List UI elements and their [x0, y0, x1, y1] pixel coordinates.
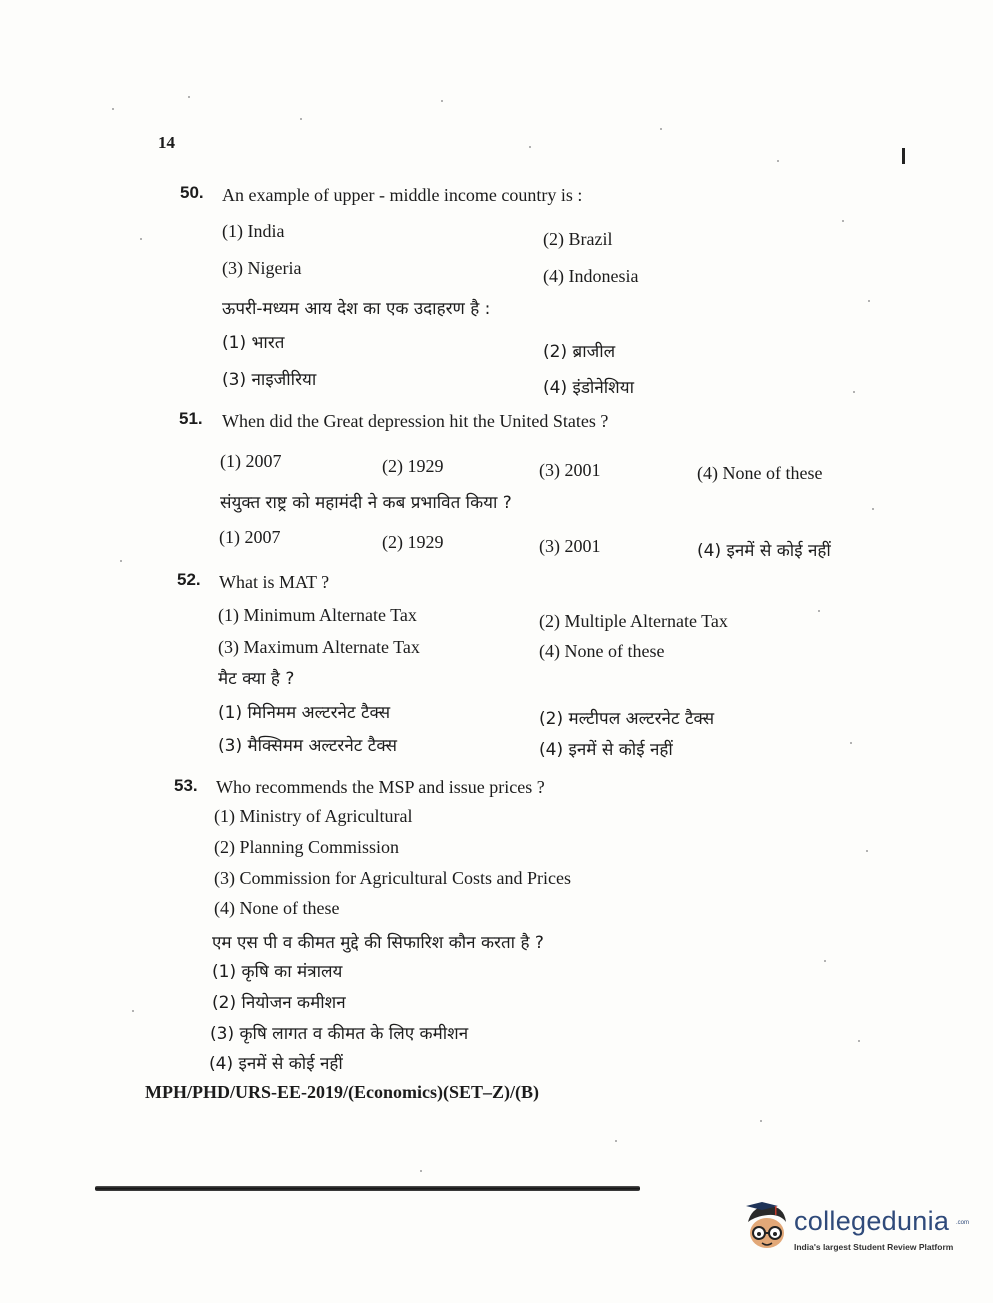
question-text-english: An example of upper - middle income country is : [222, 185, 583, 205]
page-edge-mark [902, 148, 905, 164]
option-2-english: (2) Brazil [543, 229, 613, 249]
question-text-hindi: एम एस पी व कीमत मुद्दे की सिफारिश कौन करता है ? [212, 933, 544, 953]
option-2-hindi: (2) नियोजन कमीशन [212, 993, 346, 1013]
option-3-hindi: (3) 2001 [539, 536, 601, 556]
brand-tagline: India's largest Student Review Platform [794, 1242, 954, 1252]
option-1-hindi: (1) 2007 [219, 527, 281, 547]
option-4-english: (4) None of these [539, 641, 665, 661]
option-3-english: (3) Nigeria [222, 258, 302, 278]
option-1-english: (1) India [222, 221, 285, 241]
question-number: 50. [180, 183, 204, 202]
option-4-hindi: (4) इनमें से कोई नहीं [539, 740, 673, 760]
option-2-hindi: (2) ब्राजील [543, 342, 616, 362]
question-text-english: What is MAT ? [219, 572, 330, 592]
option-2-english: (2) Planning Commission [214, 837, 400, 857]
brand-name: collegedunia [794, 1206, 950, 1236]
option-3-hindi: (3) मैक्सिमम अल्टरनेट टैक्स [218, 736, 397, 756]
option-3-hindi: (3) नाइजीरिया [222, 370, 317, 390]
question-text-hindi: संयुक्त राष्ट्र को महामंदी ने कब प्रभावित किया ? [220, 493, 512, 513]
option-3-english: (3) Commission for Agricultural Costs and Prices [214, 868, 571, 888]
question-number: 52. [177, 570, 201, 589]
option-4-english: (4) None of these [214, 898, 340, 918]
option-4-hindi: (4) इनमें से कोई नहीं [697, 541, 831, 561]
question-number: 51. [179, 409, 203, 428]
question-text-english: When did the Great depression hit the United States ? [222, 411, 609, 431]
mascot-icon [742, 1200, 792, 1256]
option-1-english: (1) Ministry of Agricultural [214, 806, 413, 826]
question-text-hindi: ऊपरी-मध्यम आय देश का एक उदाहरण है : [222, 299, 491, 319]
collegedunia-logo [742, 1200, 970, 1260]
option-2-english: (2) Multiple Alternate Tax [539, 611, 728, 631]
question-text-english: Who recommends the MSP and issue prices ? [216, 777, 545, 797]
page-number: 14 [158, 133, 175, 152]
brand-dot-com: .com [956, 1220, 970, 1226]
option-1-hindi: (1) कृषि का मंत्रालय [212, 962, 343, 982]
question-text-hindi: मैट क्या है ? [218, 669, 295, 689]
option-3-hindi: (3) कृषि लागत व कीमत के लिए कमीशन [210, 1024, 469, 1044]
question-number: 53. [174, 776, 198, 795]
option-3-english: (3) 2001 [539, 460, 601, 480]
option-2-english: (2) 1929 [382, 456, 444, 476]
option-1-hindi: (1) मिनिमम अल्टरनेट टैक्स [218, 703, 391, 723]
option-4-english: (4) None of these [697, 463, 823, 483]
option-4-hindi: (4) इनमें से कोई नहीं [209, 1054, 343, 1074]
option-1-hindi: (1) भारत [222, 333, 285, 353]
option-1-english: (1) 2007 [220, 451, 282, 471]
option-4-hindi: (4) इंडोनेशिया [543, 378, 634, 398]
option-4-english: (4) Indonesia [543, 266, 639, 286]
option-2-hindi: (2) मल्टीपल अल्टरनेट टैक्स [539, 709, 715, 729]
option-2-hindi: (2) 1929 [382, 532, 444, 552]
footer-code: MPH/PHD/URS-EE-2019/(Economics)(SET–Z)/(B) [145, 1082, 539, 1102]
option-3-english: (3) Maximum Alternate Tax [218, 637, 420, 657]
footer-rule [95, 1186, 640, 1191]
option-1-english: (1) Minimum Alternate Tax [218, 605, 417, 625]
